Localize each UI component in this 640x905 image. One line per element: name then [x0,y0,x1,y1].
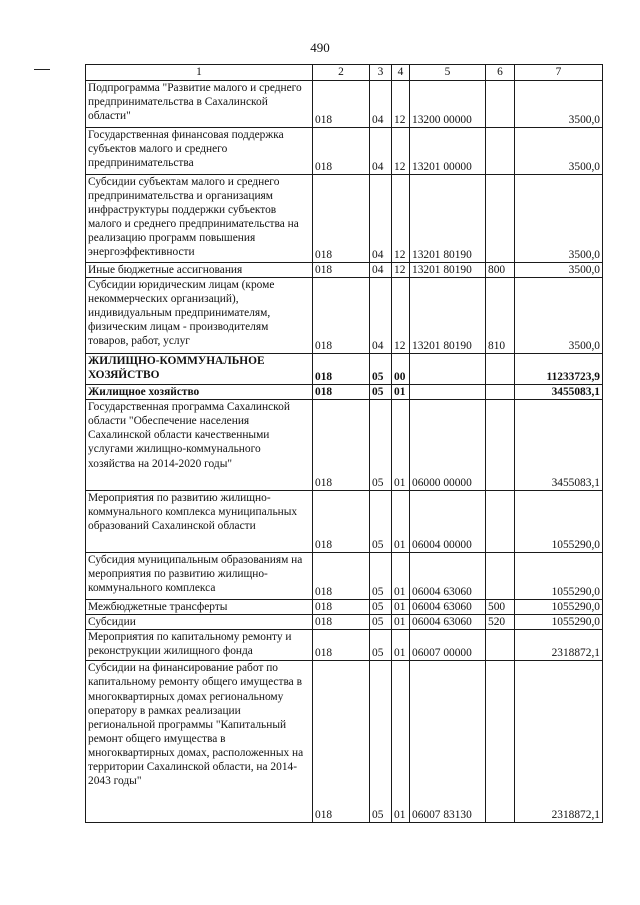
item-name: Государственная программа Сахалинской области "Обеспечение населения Сахалинской области качественными услугами жилищно-коммунального хозяйства на 2014-2020 годы" [86,400,313,491]
section-code: 05 [370,630,392,661]
ministry-code: 018 [313,263,370,278]
column-header: 1 [86,65,313,81]
target-article-code: 06004 00000 [410,491,486,553]
expense-type-code [486,175,515,263]
subsection-code: 01 [392,491,410,553]
table-row [86,400,603,491]
item-name: Мероприятия по капитальному ремонту и реконструкции жилищного фонда [86,630,313,661]
ministry-code: 018 [313,175,370,263]
margin-mark [34,69,50,70]
ministry-code: 018 [313,354,370,385]
expense-type-code: 520 [486,615,515,630]
section-code: 05 [370,661,392,823]
table-row [86,278,603,354]
item-name: Субсидии субъектам малого и среднего предпринимательства и организациям инфраструктуры поддержки субъектов малого и среднего предпринимательства на реализацию программ повышения энергоэффективности [86,175,313,263]
column-header: 4 [392,65,410,81]
section-code: 05 [370,553,392,600]
section-code: 05 [370,615,392,630]
subsection-code: 01 [392,385,410,400]
target-article-code [410,354,486,385]
section-code: 04 [370,128,392,175]
table-row [86,175,603,263]
expense-type-code [486,491,515,553]
table-row [86,615,603,630]
expense-type-code [486,630,515,661]
item-name: Мероприятия по развитию жилищно-коммунального комплекса муниципальных образований Сахалинской области [86,491,313,553]
target-article-code [410,385,486,400]
section-code: 04 [370,175,392,263]
subsection-code: 12 [392,128,410,175]
amount: 3500,0 [515,175,603,263]
ministry-code: 018 [313,81,370,128]
amount: 1055290,0 [515,615,603,630]
table-row [86,661,603,823]
target-article-code: 06007 00000 [410,630,486,661]
amount: 1055290,0 [515,553,603,600]
expense-type-code [486,400,515,491]
ministry-code: 018 [313,491,370,553]
table-row [86,385,603,400]
table-row [86,491,603,553]
item-name: Государственная финансовая поддержка субъектов малого и среднего предпринимательства [86,128,313,175]
ministry-code: 018 [313,128,370,175]
target-article-code: 06007 83130 [410,661,486,823]
amount: 3500,0 [515,263,603,278]
amount: 2318872,1 [515,661,603,823]
section-code: 05 [370,385,392,400]
item-name: Подпрограмма "Развитие малого и среднего предпринимательства в Сахалинской области" [86,81,313,128]
table-header-row [86,65,603,81]
item-name: Субсидия муниципальным образованиям на мероприятия по развитию жилищно-коммунального комплекса [86,553,313,600]
ministry-code: 018 [313,630,370,661]
table-row [86,630,603,661]
amount: 3455083,1 [515,385,603,400]
target-article-code: 13200 00000 [410,81,486,128]
amount: 2318872,1 [515,630,603,661]
column-header: 6 [486,65,515,81]
amount: 3500,0 [515,128,603,175]
target-article-code: 06004 63060 [410,553,486,600]
expense-type-code [486,385,515,400]
target-article-code: 06000 00000 [410,400,486,491]
expense-type-code: 810 [486,278,515,354]
expense-type-code [486,81,515,128]
subsection-code: 00 [392,354,410,385]
expense-type-code [486,128,515,175]
subsection-code: 01 [392,553,410,600]
ministry-code: 018 [313,661,370,823]
table-row [86,263,603,278]
amount: 3500,0 [515,81,603,128]
target-article-code: 13201 80190 [410,263,486,278]
table-row [86,81,603,128]
subsection-code: 01 [392,661,410,823]
ministry-code: 018 [313,553,370,600]
subsection-code: 12 [392,278,410,354]
section-code: 04 [370,278,392,354]
section-code: 04 [370,263,392,278]
subsection-code: 12 [392,263,410,278]
column-header: 5 [410,65,486,81]
expense-type-code: 500 [486,600,515,615]
ministry-code: 018 [313,400,370,491]
budget-table [85,64,603,823]
ministry-code: 018 [313,385,370,400]
ministry-code: 018 [313,278,370,354]
item-name: ЖИЛИЩНО-КОММУНАЛЬНОЕ ХОЗЯЙСТВО [86,354,313,385]
section-code: 05 [370,491,392,553]
expense-type-code [486,553,515,600]
target-article-code: 06004 63060 [410,615,486,630]
column-header: 2 [313,65,370,81]
table-row [86,553,603,600]
subsection-code: 12 [392,81,410,128]
target-article-code: 13201 80190 [410,278,486,354]
target-article-code: 13201 80190 [410,175,486,263]
section-code: 05 [370,400,392,491]
subsection-code: 01 [392,630,410,661]
target-article-code: 13201 00000 [410,128,486,175]
subsection-code: 01 [392,600,410,615]
subsection-code: 01 [392,615,410,630]
subsection-code: 12 [392,175,410,263]
expense-type-code [486,661,515,823]
amount: 3455083,1 [515,400,603,491]
ministry-code: 018 [313,615,370,630]
subsection-code: 01 [392,400,410,491]
section-code: 04 [370,81,392,128]
target-article-code: 06004 63060 [410,600,486,615]
item-name: Субсидии юридическим лицам (кроме некоммерческих организаций), индивидуальным предпринимателям, физическим лицам - производителям товаров, работ, услуг [86,278,313,354]
page-number: 490 [310,40,330,55]
column-header: 3 [370,65,392,81]
amount: 1055290,0 [515,600,603,615]
item-name: Субсидии на финансирование работ по капитальному ремонту общего имущества в многоквартирных домах региональному оператору в рамках реализации региональной программы "Капитальный ремонт общего имущества в многоквартирных домах, расположенных на территории Сахалинской области, на 2014-2043 годы" [86,661,313,823]
amount: 11233723,9 [515,354,603,385]
item-name: Жилищное хозяйство [86,385,313,400]
table-row [86,354,603,385]
ministry-code: 018 [313,600,370,615]
amount: 1055290,0 [515,491,603,553]
column-header: 7 [515,65,603,81]
item-name: Межбюджетные трансферты [86,600,313,615]
item-name: Субсидии [86,615,313,630]
table-row [86,600,603,615]
section-code: 05 [370,600,392,615]
section-code: 05 [370,354,392,385]
expense-type-code [486,354,515,385]
amount: 3500,0 [515,278,603,354]
expense-type-code: 800 [486,263,515,278]
table-row [86,128,603,175]
item-name: Иные бюджетные ассигнования [86,263,313,278]
